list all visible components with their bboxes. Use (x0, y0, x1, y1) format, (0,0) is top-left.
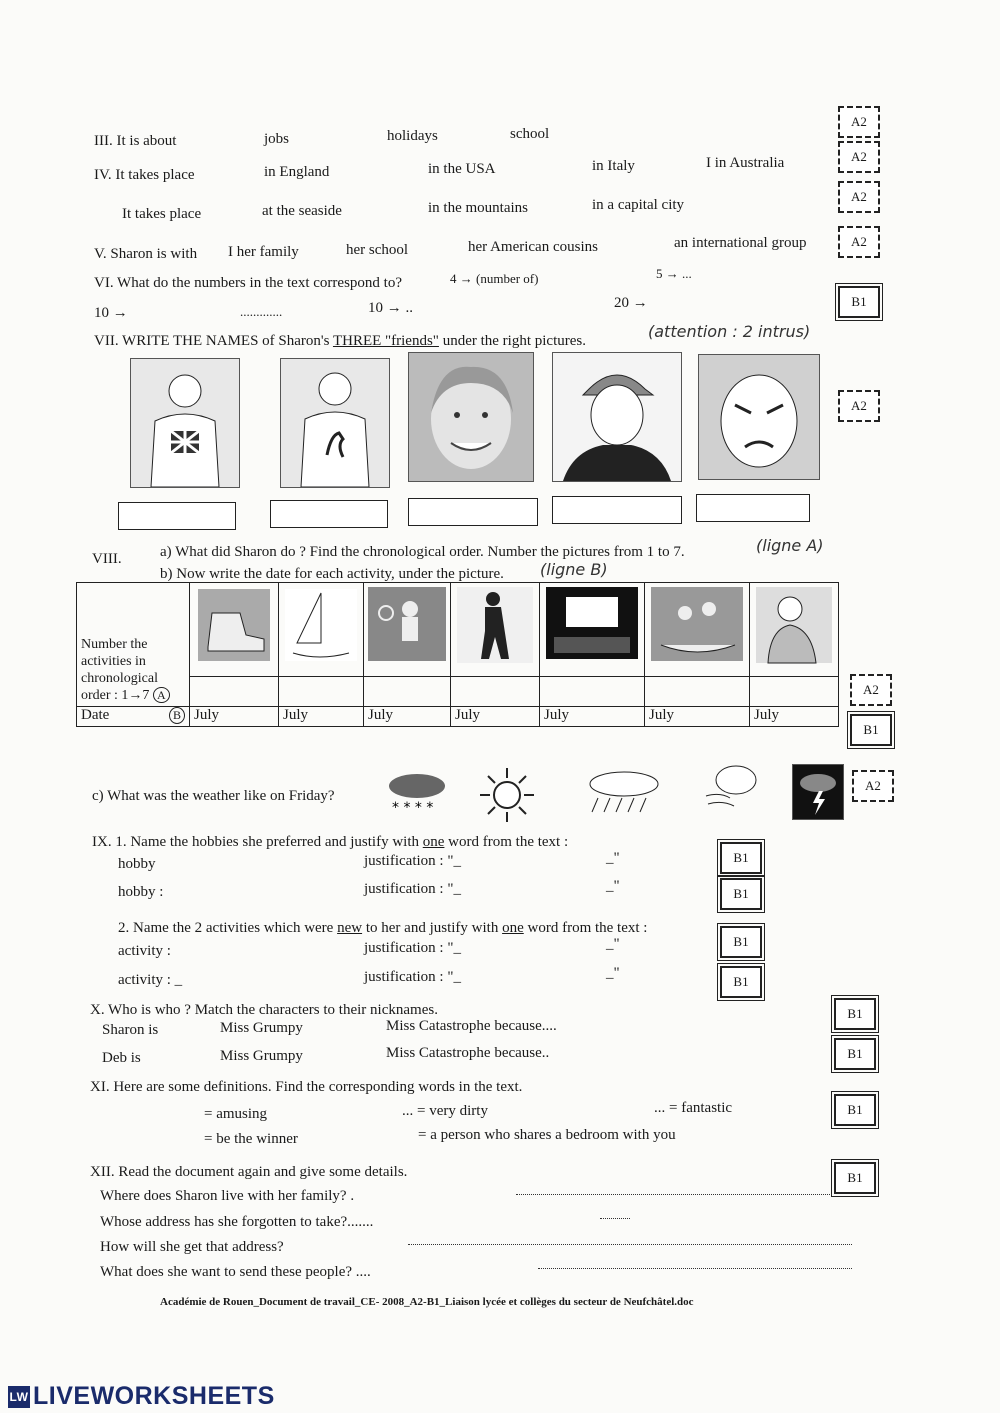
justification-label-4: justification : "_ (364, 969, 461, 985)
storm-icon[interactable] (792, 764, 844, 820)
date-cell-6[interactable]: July (645, 707, 750, 727)
level-box-b1: B1 (720, 878, 762, 910)
level-box-b1: B1 (834, 998, 876, 1030)
q5-option-family[interactable]: I her family (228, 244, 299, 260)
sun-icon[interactable] (478, 766, 536, 824)
friend-name-input-1[interactable] (118, 502, 236, 530)
q9-new-underlined: new (337, 920, 363, 936)
date-cell-5[interactable]: July (540, 707, 645, 727)
q5-option-cousins[interactable]: her American cousins (468, 239, 598, 255)
justification-end-2: _" (606, 878, 620, 894)
grumpy-girl-picture (698, 354, 820, 480)
friend-name-input-3[interactable] (408, 498, 538, 526)
q6-number-5: 5 → ... (656, 266, 692, 281)
friend-name-input-2[interactable] (270, 500, 388, 528)
q11-def-fantastic: ... = fantastic (654, 1100, 733, 1116)
q4-option-mountains[interactable]: in the mountains (428, 200, 528, 216)
q11-def-winner: = be the winner (204, 1131, 298, 1147)
order-cell-6[interactable] (645, 677, 750, 707)
q5-option-school[interactable]: her school (346, 242, 409, 258)
level-box-a2: A2 (838, 181, 880, 213)
q4-label-2: It takes place (122, 206, 202, 222)
q11-def-amusing: = amusing (204, 1106, 268, 1122)
order-cell-7[interactable] (750, 677, 839, 707)
q12-answer-line-3[interactable] (408, 1238, 852, 1245)
justification-end-3: _" (606, 936, 620, 952)
q8c-label: c) What was the weather like on Friday? (92, 788, 335, 804)
q11-def-dirty: ... = very dirty (402, 1103, 488, 1119)
q10-row2-name: Deb is (102, 1050, 141, 1066)
q11-def-roommate: = a person who shares a bedroom with you (418, 1127, 676, 1143)
liveworksheets-mark-icon: LW (8, 1386, 30, 1408)
q6-number-10a: 10 → (94, 305, 128, 321)
q3-option-school[interactable]: school (510, 126, 550, 142)
q5-label: V. Sharon is with (94, 246, 198, 262)
q12-question-3: How will she get that address? (100, 1239, 284, 1255)
activity-label-1: activity : (118, 943, 171, 959)
q4-option-england[interactable]: in England (264, 164, 330, 180)
date-cell-7[interactable]: July (750, 707, 839, 727)
order-cell-4[interactable] (451, 677, 540, 707)
q5-option-international[interactable]: an international group (674, 235, 807, 251)
q6-blank[interactable]: ............. (240, 304, 283, 319)
level-box-b1: B1 (838, 286, 880, 318)
q3-option-jobs[interactable]: jobs (264, 131, 290, 147)
q8-instruction-a: a) What did Sharon do ? Find the chronological order. Number the pictures from 1 to 7. (160, 544, 685, 560)
q9-label-1-text: IX. 1. Name the hobbies she preferred and justify with (92, 834, 419, 850)
date-cell-2[interactable]: July (279, 707, 364, 727)
q6-number-4: 4 → (number of) (450, 271, 539, 286)
q7-label-start: VII. WRITE THE NAMES of Sharon's (94, 333, 330, 349)
q9-label-1 (92, 834, 568, 851)
level-box-b1: B1 (720, 926, 762, 958)
q12-answer-line-1[interactable] (516, 1188, 832, 1195)
friend-name-input-5[interactable] (696, 494, 810, 522)
order-cell-1[interactable] (190, 677, 279, 707)
q4-option-capital[interactable]: in a capital city (592, 197, 685, 213)
hobby-label-1: hobby (118, 856, 156, 872)
q3-option-holidays[interactable]: holidays (387, 128, 438, 144)
activity-walking-picture (451, 583, 540, 677)
q9-label-2-text: 2. Name the 2 activities which were (118, 920, 334, 936)
q6-number-10b: 10 → .. (368, 300, 413, 316)
q6-label: VI. What do the numbers in the text correspond to? (94, 275, 402, 291)
wind-icon[interactable] (704, 762, 760, 810)
document-footer: Académie de Rouen_Document de travail_CE- 2008_A2-B1_Liaison lycée et collèges du secteur de Neufchâtel.doc (160, 1296, 694, 1308)
level-box-a2: A2 (852, 770, 894, 802)
rain-cloud-icon[interactable] (578, 768, 664, 816)
q4-label: IV. It takes place (94, 167, 195, 183)
q10-row1-catastrophe[interactable]: Miss Catastrophe because.... (386, 1018, 557, 1034)
mark-b: B (169, 707, 185, 724)
q8-instruction-b: b) Now write the date for each activity, under the picture. (160, 566, 504, 582)
level-box-b1: B1 (720, 842, 762, 874)
activity-label-2: activity : _ (118, 972, 183, 988)
activity-windsurfing-picture (279, 583, 364, 677)
level-box-a2: A2 (850, 674, 892, 706)
q9-one-underlined-2: one (502, 920, 524, 936)
q7-label-three: THREE "friends" (332, 333, 439, 349)
date-cell-1[interactable]: July (190, 707, 279, 727)
order-row-text: Number the activities in chronological order : 1→7 (81, 637, 158, 703)
q10-row1-name: Sharon is (102, 1022, 159, 1038)
q11-label: XI. Here are some definitions. Find the corresponding words in the text. (90, 1079, 523, 1095)
q7-label (94, 333, 586, 350)
q12-answer-line-2[interactable] (600, 1212, 630, 1219)
q12-question-1: Where does Sharon live with her family? . (100, 1188, 355, 1204)
boy-uk-shirt-picture (130, 358, 240, 488)
level-box-a2: A2 (838, 106, 880, 138)
date-row-label (77, 707, 190, 727)
date-cell-3[interactable]: July (364, 707, 451, 727)
q9-label-2c: word from the text : (527, 920, 648, 936)
justification-end-1: _" (606, 850, 620, 866)
q6-number-20: 20 → (614, 295, 648, 311)
smiling-girl-picture (408, 352, 534, 482)
q10-row1-grumpy[interactable]: Miss Grumpy (220, 1020, 303, 1036)
level-box-a2: A2 (838, 226, 880, 258)
order-row-label (77, 583, 190, 707)
order-cell-2[interactable] (279, 677, 364, 707)
level-box-b1: B1 (834, 1094, 876, 1126)
activity-eating-picture (750, 583, 839, 677)
brand-text: LIVEWORKSHEETS (33, 1382, 275, 1410)
q7-handwritten-note: (attention : 2 intrus) (648, 322, 811, 341)
order-cell-3[interactable] (364, 677, 451, 707)
q9-label-2b: to her and justify with (365, 920, 499, 936)
order-cell-5[interactable] (540, 677, 645, 707)
level-box-b1: B1 (834, 1038, 876, 1070)
level-box-b1: B1 (850, 714, 892, 746)
liveworksheets-logo[interactable] (8, 1382, 275, 1411)
q4-option-seaside[interactable]: at the seaside (262, 203, 342, 219)
q8-handwritten-a: (ligne A) (756, 536, 824, 555)
q10-row2-catastrophe[interactable]: Miss Catastrophe because.. (386, 1045, 550, 1061)
q4-option-italy[interactable]: in Italy (592, 158, 635, 174)
activity-table (76, 582, 839, 727)
activity-cinema-picture (540, 583, 645, 677)
q10-row2-grumpy[interactable]: Miss Grumpy (220, 1048, 303, 1064)
justification-label-1: justification : "_ (364, 853, 461, 869)
level-box-a2: A2 (838, 141, 880, 173)
activity-canoeing-picture (645, 583, 750, 677)
hobby-label-2: hobby : (118, 884, 164, 900)
man-with-cap-picture (552, 352, 682, 482)
svg-text:* * * *: * * * * (392, 800, 434, 816)
q4-option-usa[interactable]: in the USA (428, 161, 496, 177)
level-box-a2: A2 (838, 390, 880, 422)
q8-number: VIII. (92, 551, 122, 567)
q8-handwritten-b: (ligne B) (540, 560, 608, 579)
q12-label: XII. Read the document again and give some details. (90, 1164, 408, 1180)
q9-label-2 (118, 920, 647, 937)
q12-question-2: Whose address has she forgotten to take?....... (100, 1214, 374, 1230)
level-box-b1: B1 (720, 966, 762, 998)
friend-name-input-4[interactable] (552, 496, 682, 524)
activity-tennis-picture (364, 583, 451, 677)
justification-label-2: justification : "_ (364, 881, 461, 897)
q9-one-underlined: one (422, 834, 445, 850)
q4-option-australia[interactable]: I in Australia (706, 155, 785, 171)
q7-label-end: under the right pictures. (442, 333, 586, 349)
justification-label-3: justification : "_ (364, 940, 461, 956)
q3-label: III. It is about (94, 133, 177, 149)
q12-question-4: What does she want to send these people? .... (100, 1264, 371, 1280)
q10-label: X. Who is who ? Match the characters to their nicknames. (90, 1002, 438, 1018)
justification-end-4: _" (606, 965, 620, 981)
activity-hiking-boots-picture (190, 583, 279, 677)
q9-word-text: word from the text : (448, 834, 569, 850)
snow-cloud-icon[interactable] (382, 770, 452, 820)
level-box-b1: B1 (834, 1162, 876, 1194)
date-cell-4[interactable]: July (451, 707, 540, 727)
mark-a: A (153, 687, 170, 703)
date-label-text: Date (81, 707, 110, 723)
q12-answer-line-4[interactable] (538, 1262, 852, 1269)
boy-kangaroo-shirt-picture (280, 358, 390, 488)
